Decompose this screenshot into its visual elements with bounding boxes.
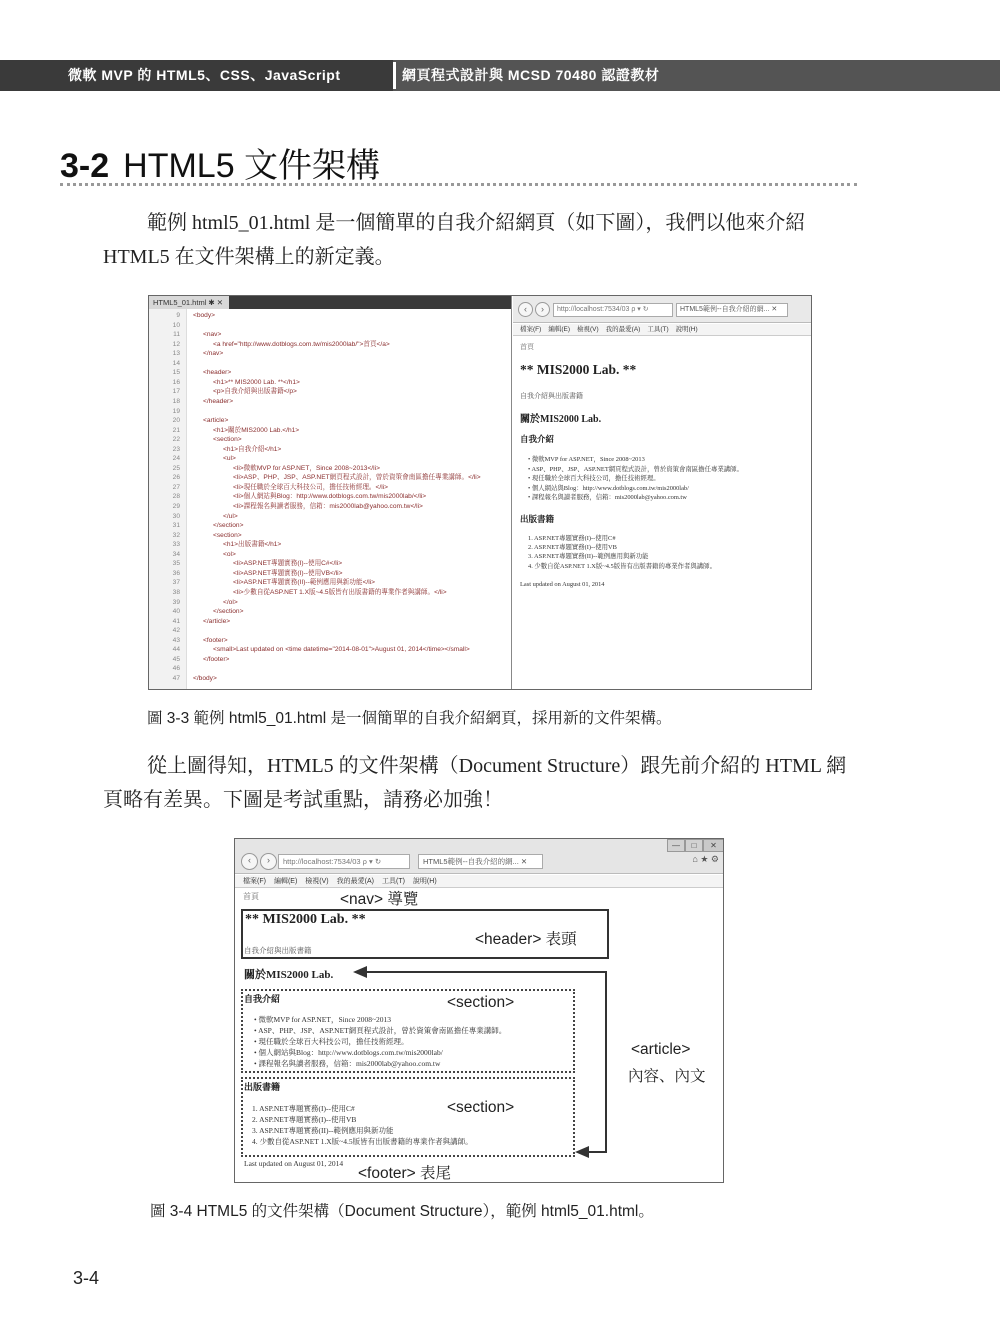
code-text: <li>現任職於全球百大科技公司，擔任技術經理。</li> xyxy=(233,483,388,491)
code-editor-pane xyxy=(149,296,512,690)
browser-tab: HTML5範例--自我介紹的網... ✕ xyxy=(676,303,788,317)
back-icon: ‹ xyxy=(241,853,258,870)
code-line xyxy=(149,502,512,512)
browser-pane xyxy=(513,296,812,690)
annotation-nav: <nav> 導覽 xyxy=(340,891,419,908)
running-header-subtitle: 網頁程式設計與 MCSD 70480 認證教材 xyxy=(402,67,660,83)
forward-icon: › xyxy=(260,853,277,870)
code-line xyxy=(149,387,512,397)
line-number: 38 xyxy=(172,588,180,596)
code-line xyxy=(149,521,512,531)
menu-item[interactable]: 編輯(E) xyxy=(548,326,570,333)
line-number: 31 xyxy=(172,522,180,530)
line-number: 21 xyxy=(172,426,180,434)
line-number: 44 xyxy=(172,646,180,654)
code-text: <ol> xyxy=(223,550,236,558)
toolbar-icons: ⌂ ★ ⚙ xyxy=(692,854,719,864)
line-number: 10 xyxy=(172,321,180,329)
line-number: 39 xyxy=(172,598,180,606)
code-text: <body> xyxy=(193,312,215,319)
code-line xyxy=(149,321,512,331)
browser-tab: HTML5範例--自我介紹的網... ✕ xyxy=(418,854,543,869)
line-number: 24 xyxy=(172,455,180,463)
code-text: <li>ASP、PHP、JSP、ASP.NET網頁程式設計，曾於資策會南區擔任專業講師。</li> xyxy=(233,474,481,482)
code-text: <h1>自我介紹</h1> xyxy=(223,445,282,453)
browser-toolbar xyxy=(235,839,724,874)
code-text: <a href="http://www.dotblogs.com.tw/mis2000lab/">首頁</a> xyxy=(213,340,390,348)
annotation-article: <article> xyxy=(631,1041,691,1058)
code-text: <li>ASP.NET專題實務(II)--範例應用與新功能</li> xyxy=(233,579,376,587)
code-text: <nav> xyxy=(203,331,222,339)
code-text: <h1>關於MIS2000 Lab.</h1> xyxy=(213,426,300,434)
line-number: 45 xyxy=(172,655,180,663)
list-item: • 微軟MVP for ASP.NET，Since 2008~2013 xyxy=(254,1015,392,1024)
code-text: </ol> xyxy=(223,598,238,606)
code-text: <p>自我介紹與出版書籍</p> xyxy=(213,388,297,396)
line-number: 33 xyxy=(172,541,180,549)
section-title: HTML5 文件架構 xyxy=(123,147,381,185)
code-text: <li>ASP.NET專題實務(I)--使用VB</li> xyxy=(233,569,343,577)
code-line xyxy=(149,340,512,350)
page-subtitle: 自我介紹與出版書籍 xyxy=(244,946,312,955)
code-line xyxy=(149,540,512,550)
code-text: </article> xyxy=(203,617,231,625)
code-line xyxy=(149,407,512,417)
line-number: 13 xyxy=(172,350,180,358)
menu-item[interactable]: 編輯(E) xyxy=(273,878,298,885)
line-number: 23 xyxy=(172,445,180,453)
line-number: 15 xyxy=(172,369,180,377)
code-line xyxy=(149,483,512,493)
code-text: </ul> xyxy=(223,512,238,520)
page-heading: ** MIS2000 Lab. ** xyxy=(245,912,366,927)
list-item: • ASP、PHP、JSP、ASP.NET網頁程式設計，曾於資策會南區擔任專業講師。 xyxy=(254,1026,507,1035)
code-line xyxy=(149,426,512,436)
browser-menu-bar xyxy=(235,875,724,888)
line-number: 19 xyxy=(172,407,180,415)
page-section2-heading: 出版書籍 xyxy=(244,1082,281,1092)
page-footer: Last updated on August 01, 2014 xyxy=(244,1159,344,1168)
section-number: 3-2 xyxy=(60,147,110,185)
list-item: • 個人網站與Blog：http://www.dotblogs.com.tw/mis2000lab/ xyxy=(254,1048,443,1057)
code-line xyxy=(149,531,512,541)
browser-toolbar xyxy=(513,296,812,323)
menu-item[interactable]: 檢視(V) xyxy=(576,326,599,333)
page-section2-heading: 出版書籍 xyxy=(520,514,555,524)
code-text: </body> xyxy=(193,674,217,682)
code-line xyxy=(149,559,512,569)
menu-item[interactable]: 檢視(V) xyxy=(305,878,329,885)
page-section1-heading: 自我介紹 xyxy=(520,434,555,444)
line-number: 18 xyxy=(172,397,180,405)
line-number: 9 xyxy=(176,312,180,319)
line-number: 40 xyxy=(172,608,180,616)
line-number: 37 xyxy=(172,579,180,587)
running-header-divider xyxy=(393,62,396,89)
back-icon: ‹ xyxy=(518,302,533,317)
code-line xyxy=(149,607,512,617)
code-line xyxy=(149,550,512,560)
menu-item[interactable]: 工具(T) xyxy=(381,878,405,885)
line-number: 28 xyxy=(172,493,180,501)
code-text: <li>少數自從ASP.NET 1.X版~4.5版皆有出版書籍的專業作者與講師。</li> xyxy=(233,588,447,596)
code-text: <li>課程報名與讀者服務，信箱：mis2000lab@yahoo.com.tw</li> xyxy=(233,503,423,510)
paragraph-intro: 範例 html5_01.html 是一個簡單的自我介紹網頁（如下圖），我們以他來介紹 HTML5 在文件架構上的新定義。 xyxy=(103,212,806,268)
menu-item[interactable]: 工具(T) xyxy=(647,326,669,333)
list-item: 4. 少數自從ASP.NET 1.X版~4.5版皆有出版書籍的專業作者與講師。 xyxy=(252,1137,473,1146)
page-nav-link: 首頁 xyxy=(243,892,259,901)
menu-item[interactable]: 我的最愛(A) xyxy=(605,326,641,333)
line-number: 11 xyxy=(173,331,180,339)
line-number: 41 xyxy=(172,617,180,625)
menu-item[interactable]: 檔案(F) xyxy=(243,878,266,885)
code-text: <li>微軟MVP for ASP.NET，Since 2008~2013</li> xyxy=(233,464,380,472)
list-item: 4. 少數自從ASP.NET 1.X版~4.5版皆有出版書籍的專業作者與講師。 xyxy=(528,562,716,570)
article-bracket-bottom xyxy=(587,1151,607,1153)
browser-menu-bar xyxy=(513,324,812,336)
code-line xyxy=(149,617,512,627)
page-article-heading: 關於MIS2000 Lab. xyxy=(244,969,334,981)
code-line xyxy=(149,636,512,646)
page-article-heading: 關於MIS2000 Lab. xyxy=(520,414,602,425)
code-line xyxy=(149,598,512,608)
code-line xyxy=(149,435,512,445)
page-footer: Last updated on August 01, 2014 xyxy=(520,581,605,588)
line-number: 47 xyxy=(172,674,180,682)
code-text: <ul> xyxy=(223,455,236,463)
list-item: • 課程報名與讀者服務，信箱：mis2000lab@yahoo.com.tw xyxy=(528,494,687,501)
code-line xyxy=(149,674,512,684)
annotation-section-1: <section> xyxy=(447,994,515,1011)
line-number: 22 xyxy=(172,436,180,444)
code-line xyxy=(149,512,512,522)
code-line xyxy=(149,588,512,598)
close-icon: ✕ xyxy=(703,839,724,852)
code-text: </nav> xyxy=(203,350,224,358)
list-item: 1. ASP.NET專題實務(I)--使用C# xyxy=(528,535,616,542)
code-text: <section> xyxy=(213,531,242,539)
line-number: 34 xyxy=(172,550,180,558)
code-text: <li>ASP.NET專題實務(I)--使用C#</li> xyxy=(233,560,343,568)
code-text: <h1>出版書籍</h1> xyxy=(223,541,282,549)
line-number: 36 xyxy=(172,569,180,577)
page-heading: ** MIS2000 Lab. ** xyxy=(520,362,637,377)
menu-item[interactable]: 說明(H) xyxy=(412,878,437,885)
editor-tab-bar xyxy=(229,296,511,309)
address-bar: http://localhost:7534/03 ρ ▾ ↻ xyxy=(553,303,673,317)
code-line xyxy=(149,492,512,502)
code-text: <article> xyxy=(203,417,229,425)
list-item: • 課程報名與讀者服務，信箱：mis2000lab@yahoo.com.tw xyxy=(254,1059,441,1068)
list-item: • 微軟MVP for ASP.NET，Since 2008~2013 xyxy=(528,456,645,463)
line-number: 29 xyxy=(172,503,180,510)
annotation-section-2: <section> xyxy=(447,1099,515,1116)
line-number: 16 xyxy=(172,378,180,386)
figure-3-4 xyxy=(234,838,724,1183)
code-line xyxy=(149,378,512,388)
code-line xyxy=(149,578,512,588)
running-header-book-title: 微軟 MVP 的 HTML5、CSS、JavaScript xyxy=(0,60,393,91)
list-item: 2. ASP.NET專題實務(I)--使用VB xyxy=(528,544,617,552)
minimize-icon: — xyxy=(667,839,685,852)
code-text: <section> xyxy=(213,436,242,444)
line-number: 25 xyxy=(172,464,180,472)
line-number: 14 xyxy=(172,359,180,367)
code-text: <li>個人網站與Blog：http://www.dotblogs.com.tw/mis2000lab/</li> xyxy=(233,493,427,501)
code-line xyxy=(149,569,512,579)
line-number: 32 xyxy=(172,531,180,539)
code-line xyxy=(149,311,512,321)
code-line xyxy=(149,664,512,674)
code-line xyxy=(149,655,512,665)
menu-item[interactable]: 我的最愛(A) xyxy=(336,878,374,885)
code-line xyxy=(149,454,512,464)
line-number: 43 xyxy=(172,636,180,644)
page-section1-heading: 自我介紹 xyxy=(244,994,281,1004)
line-number: 27 xyxy=(172,483,180,491)
code-line xyxy=(149,626,512,636)
page-subtitle: 自我介紹與出版書籍 xyxy=(520,392,583,400)
arrow-left-icon xyxy=(575,1145,589,1159)
line-number: 30 xyxy=(172,512,180,520)
code-line xyxy=(149,368,512,378)
figure-3-3 xyxy=(148,295,812,690)
code-line xyxy=(149,416,512,426)
list-item: 3. ASP.NET專題實務(II)--範例應用與新功能 xyxy=(252,1126,394,1135)
line-number: 26 xyxy=(172,474,180,482)
line-number: 46 xyxy=(172,665,180,673)
list-item: 2. ASP.NET專題實務(I)--使用VB xyxy=(252,1115,357,1124)
maximize-icon: □ xyxy=(685,839,703,852)
code-line xyxy=(149,330,512,340)
menu-item[interactable]: 檔案(F) xyxy=(520,326,542,333)
code-line xyxy=(149,397,512,407)
annotation-footer: <footer> 表尾 xyxy=(358,1165,452,1182)
list-item: • 現任職於全球百大科技公司，擔任技術經理。 xyxy=(254,1037,409,1046)
list-item: • ASP、PHP、JSP、ASP.NET網頁程式設計，曾於資策會南區擔任專業講師。 xyxy=(528,465,743,473)
line-number: 42 xyxy=(172,627,180,635)
line-number: 35 xyxy=(172,560,180,568)
article-bracket-top xyxy=(367,971,607,973)
section-dotted-rule xyxy=(60,183,857,186)
code-line xyxy=(149,645,512,655)
list-item: • 個人網站與Blog：http://www.dotblogs.com.tw/mis2000lab/ xyxy=(528,484,689,492)
page-number: 3-4 xyxy=(73,1268,100,1288)
article-bracket-side xyxy=(605,971,607,1153)
page-nav-link: 首頁 xyxy=(520,343,534,351)
code-line xyxy=(149,445,512,455)
forward-icon: › xyxy=(535,302,550,317)
line-number: 17 xyxy=(172,388,180,396)
code-line xyxy=(149,473,512,483)
code-text: </footer> xyxy=(203,655,230,663)
list-item: 1. ASP.NET專題實務(I)--使用C# xyxy=(252,1104,355,1113)
list-item: 3. ASP.NET專題實務(II)--範例應用與新功能 xyxy=(528,553,649,561)
code-text: </section> xyxy=(213,608,244,616)
editor-tab: HTML5_01.html ✱ ✕ xyxy=(149,296,229,309)
code-text: </header> xyxy=(203,397,234,405)
paragraph-structure: 從上圖得知，HTML5 的文件架構（Document Structure）跟先前介紹的 HTML 網頁略有差異。下圖是考試重點，請務必加強！ xyxy=(103,755,847,811)
code-line xyxy=(149,349,512,359)
code-line xyxy=(149,359,512,369)
line-number: 12 xyxy=(172,340,180,348)
code-text: <header> xyxy=(203,369,232,377)
menu-item[interactable]: 說明(H) xyxy=(675,326,698,333)
figure-caption-3-4: 圖 3-4 HTML5 的文件架構（Document Structure），範例 html5_01.html。 xyxy=(150,1203,654,1220)
code-text: <h1>** MIS2000 Lab. **</h1> xyxy=(213,378,300,386)
address-bar: http://localhost:7534/03 ρ ▾ ↻ xyxy=(278,854,410,869)
code-text: <small>Last updated on <time datetime="2014-08-01">August 01, 2014</time></small> xyxy=(213,646,470,654)
figure-caption-3-3: 圖 3-3 範例 html5_01.html 是一個簡單的自我介紹網頁，採用新的文件架構。 xyxy=(147,710,672,727)
code-text: <footer> xyxy=(203,636,228,644)
annotation-header: <header> 表頭 xyxy=(475,931,577,948)
code-line xyxy=(149,464,512,474)
annotation-article-content: 內容、內文 xyxy=(628,1068,706,1085)
running-header xyxy=(0,60,1000,91)
section-heading xyxy=(60,138,380,186)
list-item: • 現任職於全球百大科技公司，擔任技術經理。 xyxy=(528,475,660,482)
line-number: 20 xyxy=(172,417,180,425)
code-text: </section> xyxy=(213,522,244,530)
